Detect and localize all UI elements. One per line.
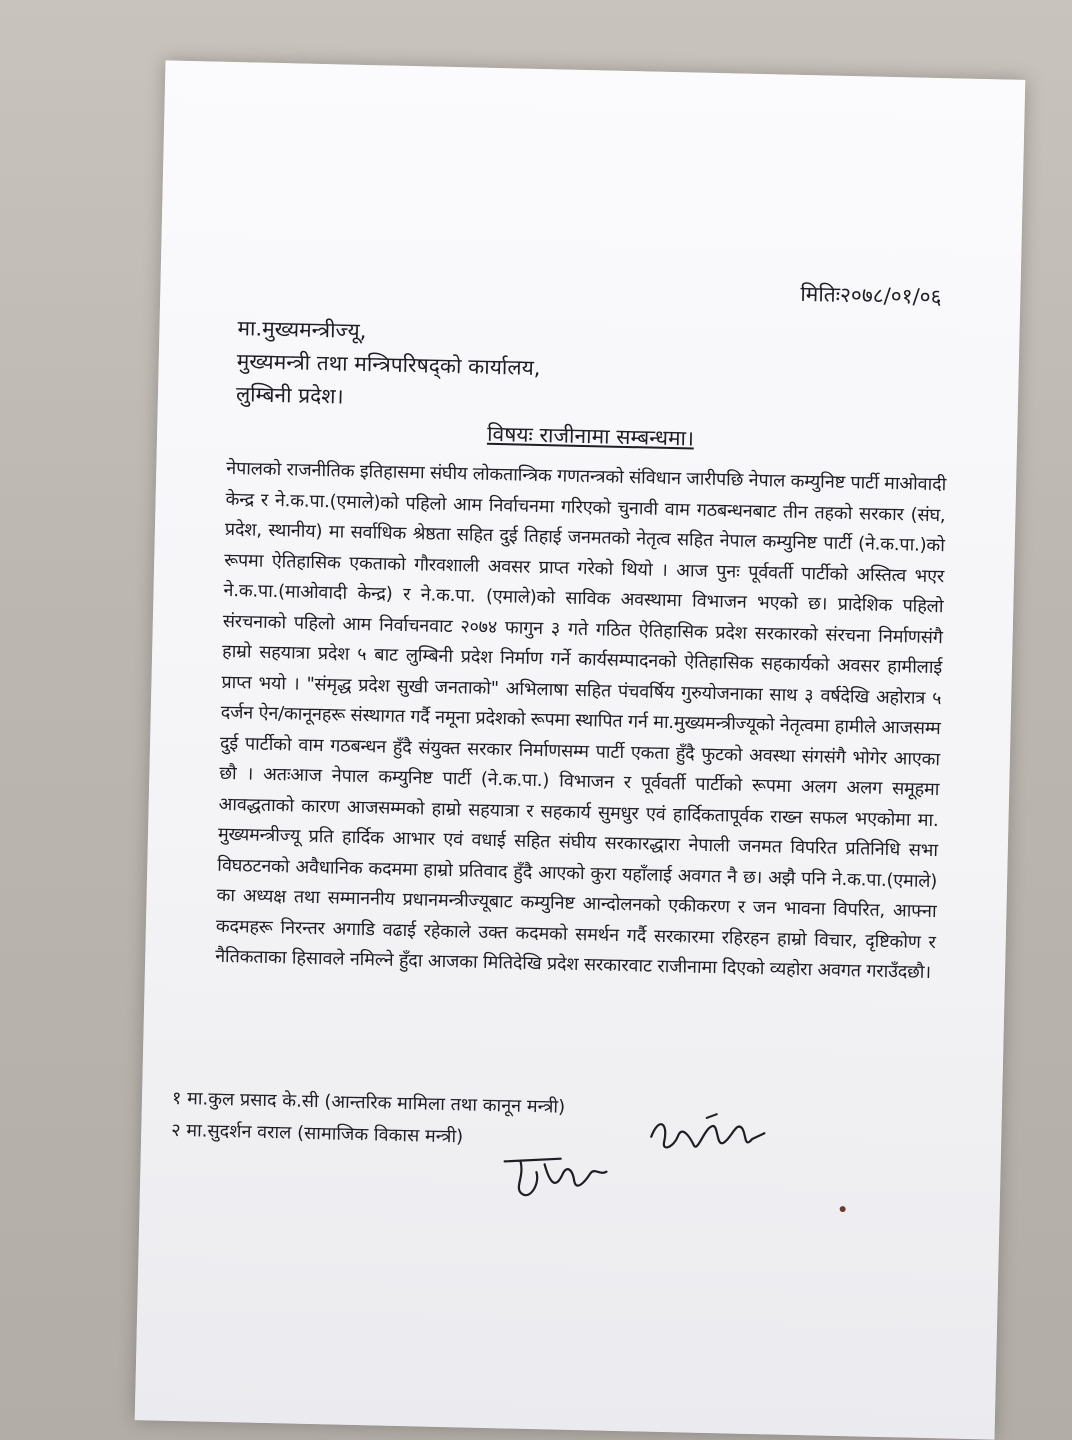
signatory-line: १ मा.कुल प्रसाद के.सी (आन्तरिक मामिला तथा कानून मन्त्री) [171,1087,566,1118]
addressee-line: लुम्बिनी प्रदेश। [235,382,344,409]
addressee-line: मा.मुख्यमन्त्रीज्यू, [237,316,367,344]
addressee-block [236,312,542,418]
signature-mark [500,1143,621,1206]
paper-speck [840,1206,846,1212]
addressee-line: मुख्यमन्त्री तथा मन्त्रिपरिषद्को कार्यालय, [236,349,541,381]
letter-paper [135,60,1026,1439]
letter-date: मितिः२०७८/०१/०६ [800,281,942,310]
signature-mark [646,1107,772,1170]
letter-subject: विषयः राजीनामा सम्बन्धमा। [486,421,695,451]
signatory-line: २ मा.सुदर्शन वराल (सामाजिक विकास मन्त्री) [171,1119,464,1148]
letter-body: नेपालको राजनीतिक इतिहासमा संघीय लोकतान्त्रिक गणतन्त्रको संविधान जारीपछि नेपाल कम्युनिष्ट पार्टी माओवादी केन्द्र र ने.क.पा.(एमाले)को पहिलो आम निर्वाचनमा गरिएको चुनावी वाम गठबन्धनबाट तीन तहको सरकार (संघ, प्रदेश, स्थानीय) मा सर्वाधिक श्रेष्ठता सहित दुई तिहाई जनमतको नेतृत्व सहित नेपाल कम्युनिष्ट पार्टी (ने.क.पा.)को रूपमा ऐतिहासिक एकताको गौरवशाली अवसर प्राप्त गरेको थियो । आज पुनः पूर्ववर्ती पार्टीको अस्तित्व भएर ने.क.पा.(माओवादी केन्द्र) र ने.क.पा. (एमाले)को साविक अवस्थामा विभाजन भएको छ। प्रादेशिक पहिलो संरचनाको पहिलो आम निर्वाचनवाट २०७४ फागुन ३ गते गठित ऐतिहासिक प्रदेश सरकारको संरचना निर्माणसंगै हाम्रो सहयात्रा प्रदेश ५ बाट लुम्बिनी प्रदेश निर्माण गर्ने कार्यसम्पादनको ऐतिहासिक सहकार्यको अवसर हामीलाई प्राप्त भयो । "संमृद्ध प्रदेश सुखी जनताको" अभिलाषा सहित पंचवर्षिय गुरुयोजनाका साथ ३ वर्षदेखि अहोरात्र ५ दर्जन ऐन/कानूनहरू संस्थागत गर्दै नमूना प्रदेशको रूपमा स्थापित गर्न मा.मुख्यमन्त्रीज्यूको नेतृत्वमा हामीले आजसम्म दुई पार्टीको वाम गठबन्धन हुँदै संयुक्त सरकार निर्माणसम्म पार्टी एकता हुँदै फुटको अवस्था संगसंगै भोगेर आएका छौ । अतःआज नेपाल कम्युनिष्ट पार्टी (ने.क.पा.) विभाजन र पूर्ववर्ती पार्टीको रूपमा अलग अलग समूहमा आवद्धताको कारण आजसम्मको हाम्रो सहयात्रा र सहकार्य सुमधुर एवं हार्दिकतापूर्वक राख्न सफल भएकोमा मा. मुख्यमन्त्रीज्यू प्रति हार्दिक आभार एवं वधाई सहित संघीय सरकारद्धारा नेपाली जनमत विपरित प्रतिनिधि सभा विघठटनको अवैधानिक कदममा हाम्रो प्रतिवाद हुँदै आएको कुरा यहाँलाई अवगत नै छ। अझै पनि ने.क.पा.(एमाले) का अध्यक्ष तथा सम्माननीय प्रधानमन्त्रीज्यूबाट कम्युनिष्ट आन्दोलनको एकीकरण र जन भावना विपरित, आफ्ना कदमहरू निरन्तर अगाडि वढाई रहेकाले उक्त कदमको समर्थन गर्दै सरकारमा रहिरहन हाम्रो विचार, दृष्टिकोण र नैतिकताका हिसावले नमिल्ने हुँदा आजका मितिदेखि प्रदेश सरकारवाट राजीनामा दिएको व्यहोरा अवगत गराउँदछौ। [214,457,947,984]
